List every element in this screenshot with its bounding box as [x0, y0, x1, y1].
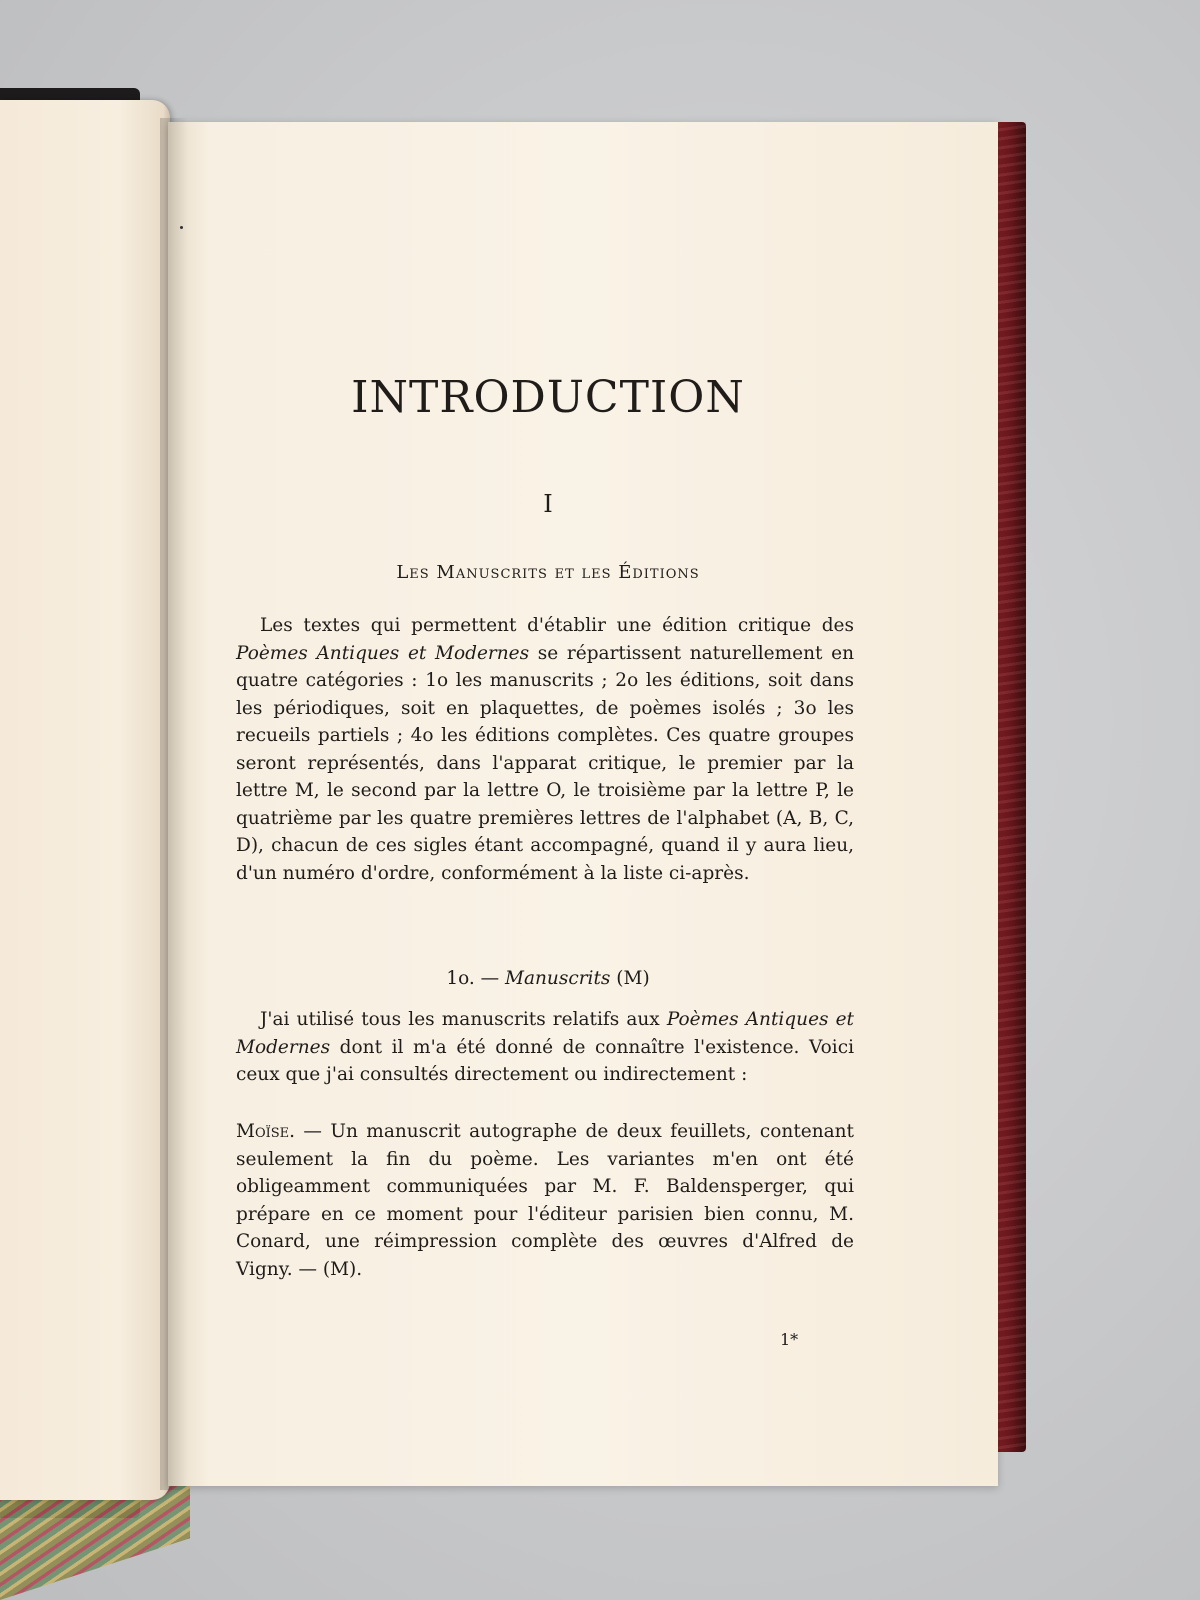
- subsection-title: Manuscrits: [505, 968, 611, 989]
- paragraph-moise-lead: Moïse.: [236, 1121, 296, 1142]
- paragraph-manuscripts-text-2: dont il m'a été donné de connaître l'existence. Voici ceux que j'ai consultés directement ou indirectement :: [236, 1036, 854, 1085]
- page-title: INTRODUCTION: [351, 372, 745, 423]
- paragraph-intro: [236, 612, 854, 887]
- subsection-heading: [168, 968, 928, 989]
- paragraph-manuscripts-text-1: J'ai utilisé tous les manuscrits relatifs aux: [260, 1009, 667, 1030]
- page-mark: [180, 226, 183, 229]
- subsection-suffix: (M): [610, 968, 650, 989]
- paragraph-manuscripts-book-title: Poèmes Antiques et Modernes: [236, 1009, 854, 1058]
- paragraph-intro-book-title: Poèmes Antiques et Modernes: [236, 642, 530, 664]
- paragraph-moise: [236, 1118, 854, 1283]
- left-page: [0, 100, 170, 1500]
- subsection-number: 1o. —: [446, 968, 506, 989]
- paragraph-intro-text-1: Les textes qui permettent d'établir une édition critique des: [260, 615, 854, 636]
- paragraph-moise-text: — Un manuscrit autographe de deux feuillets, contenant seulement la fin du poème. Les variantes m'en ont été obligeamment communiquées par M. F. Baldensperger, qui prépare en ce moment pour l'éditeur parisien bien connu, M. Conard, une réimpression complète des œuvres d'Alfred de Vigny. — (M).: [236, 1121, 854, 1280]
- page-folio: 1*: [780, 1330, 799, 1349]
- paragraph-manuscripts: [236, 1006, 854, 1089]
- gutter-shadow: [160, 118, 188, 1490]
- section-number: I: [543, 490, 553, 518]
- paragraph-intro-text-2: se répartissent naturellement en quatre catégories : 1o les manuscrits ; 2o les éditions, soit dans les périodiques, soit en plaquettes, de poèmes isolés ; 3o les recueils partiels ; 4o les éditions complètes. Ces quatre groupes seront représentés, dans l'apparat critique, le premier par la lettre M, le second par la lettre O, le troisième par la lettre P, le quatrième par les quatre premières lettres de l'alphabet (A, B, C, D), chacun de ces sigles étant accompagné, quand il y aura lieu, d'un numéro d'ordre, conformément à la liste ci-après.: [236, 642, 854, 884]
- section-title: Les Manuscrits et les Éditions: [396, 562, 700, 583]
